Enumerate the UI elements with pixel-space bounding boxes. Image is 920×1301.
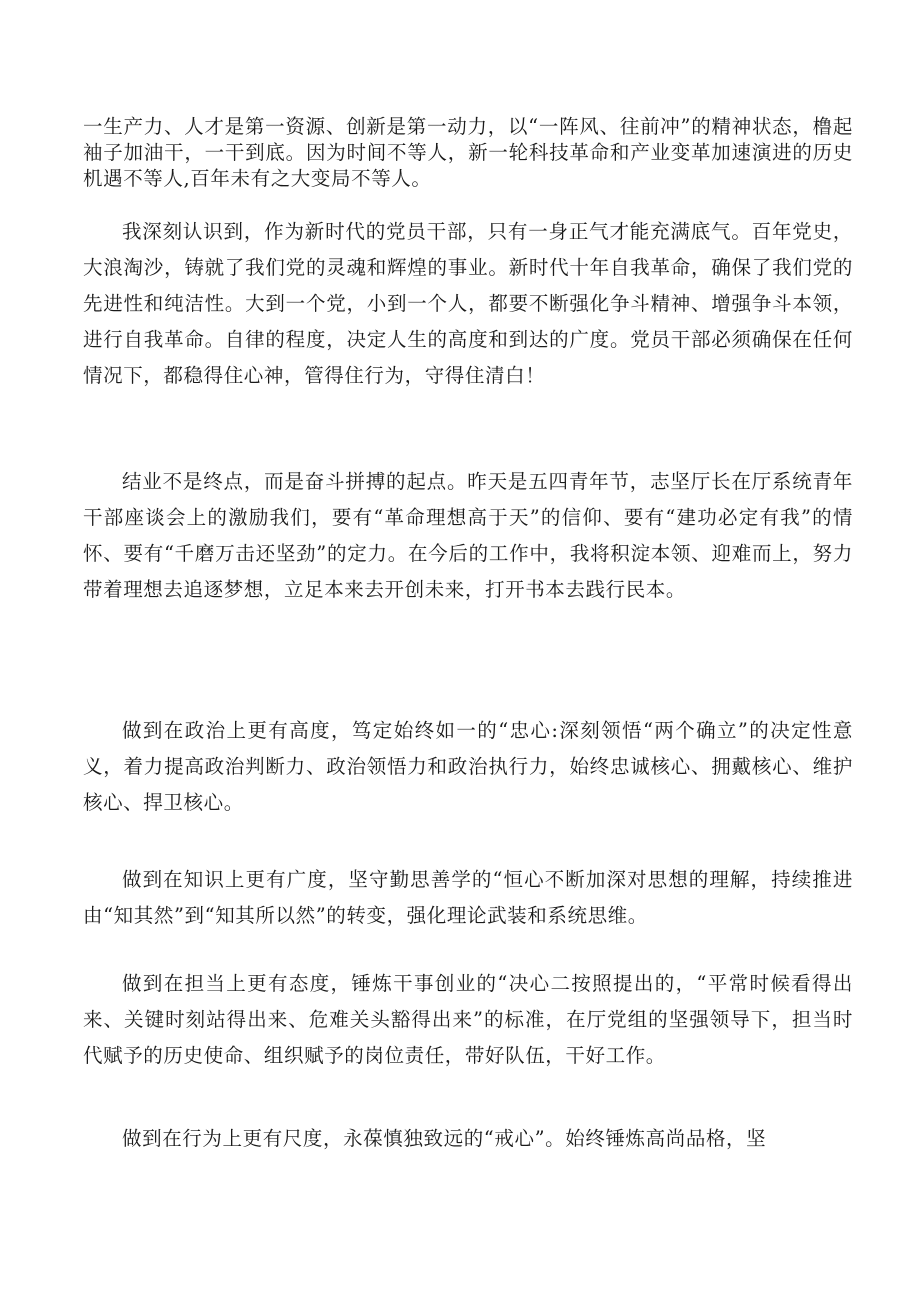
paragraph-conduct-vigilance: 做到在行为上更有尺度，永葆慎独致远的“戒心”。始终锤炼高尚品格，坚 (122, 1127, 767, 1150)
paragraph-continuation: 一生产力、人才是第一资源、创新是第一动力，以“一阵风、往前冲”的精神状态，橹起袖子加油干，一干到底。因为时间不等人，新一轮科技革命和产业变革加速演进的历史机遇不等人,百年未有之大变局不等人。 (83, 115, 853, 190)
paragraph-self-revolution: 我深刻认识到，作为新时代的党员干部，只有一身正气才能充满底气。百年党史，大浪淘沙，铸就了我们党的灵魂和辉煌的事业。新时代十年自我革命，确保了我们党的先进性和纯洁性。大到一个党，小到一个人，都要不断强化争斗精神、增强争斗本领，进行自我革命。自律的程度，决定人生的高度和到达的广度。党员干部必须确保在任何情况下，都稳得住心神，管得住行为，守得住清白！ (83, 220, 853, 387)
paragraph-political-loyalty: 做到在政治上更有高度，笃定始终如一的“忠心:深刻领悟“两个确立”的决定性意义，着力提高政治判断力、政治领悟力和政治执行力，始终忠诚核心、拥戴核心、维护核心、捍卫核心。 (83, 719, 853, 814)
paragraph-responsibility-determination: 做到在担当上更有态度，锤炼干事创业的“决心二按照提出的，“平常时候看得出来、关键时刻站得出来、危难关头豁得出来”的标准，在厅党组的坚强领导下，担当时代赋予的历史使命、组织赋予的岗位责任，带好队伍，干好工作。 (83, 972, 853, 1067)
paragraph-knowledge-perseverance: 做到在知识上更有广度，坚守勤思善学的“恒心不断加深对思想的理解，持续推进由“知其然”到“知其所以然”的转变，强化理论武装和系统思维。 (83, 868, 853, 927)
paragraph-graduation: 结业不是终点，而是奋斗拼搏的起点。昨天是五四青年节，志坚厅长在厅系统青年干部座谈会上的激励我们，要有“革命理想高于天”的信仰、要有“建功必定有我”的情怀、要有“千磨万击还坚劲”的定力。在今后的工作中，我将积淀本领、迎难而上，努力带着理想去追逐梦想，立足本来去开创未来，打开书本去践行民本。 (83, 470, 853, 601)
